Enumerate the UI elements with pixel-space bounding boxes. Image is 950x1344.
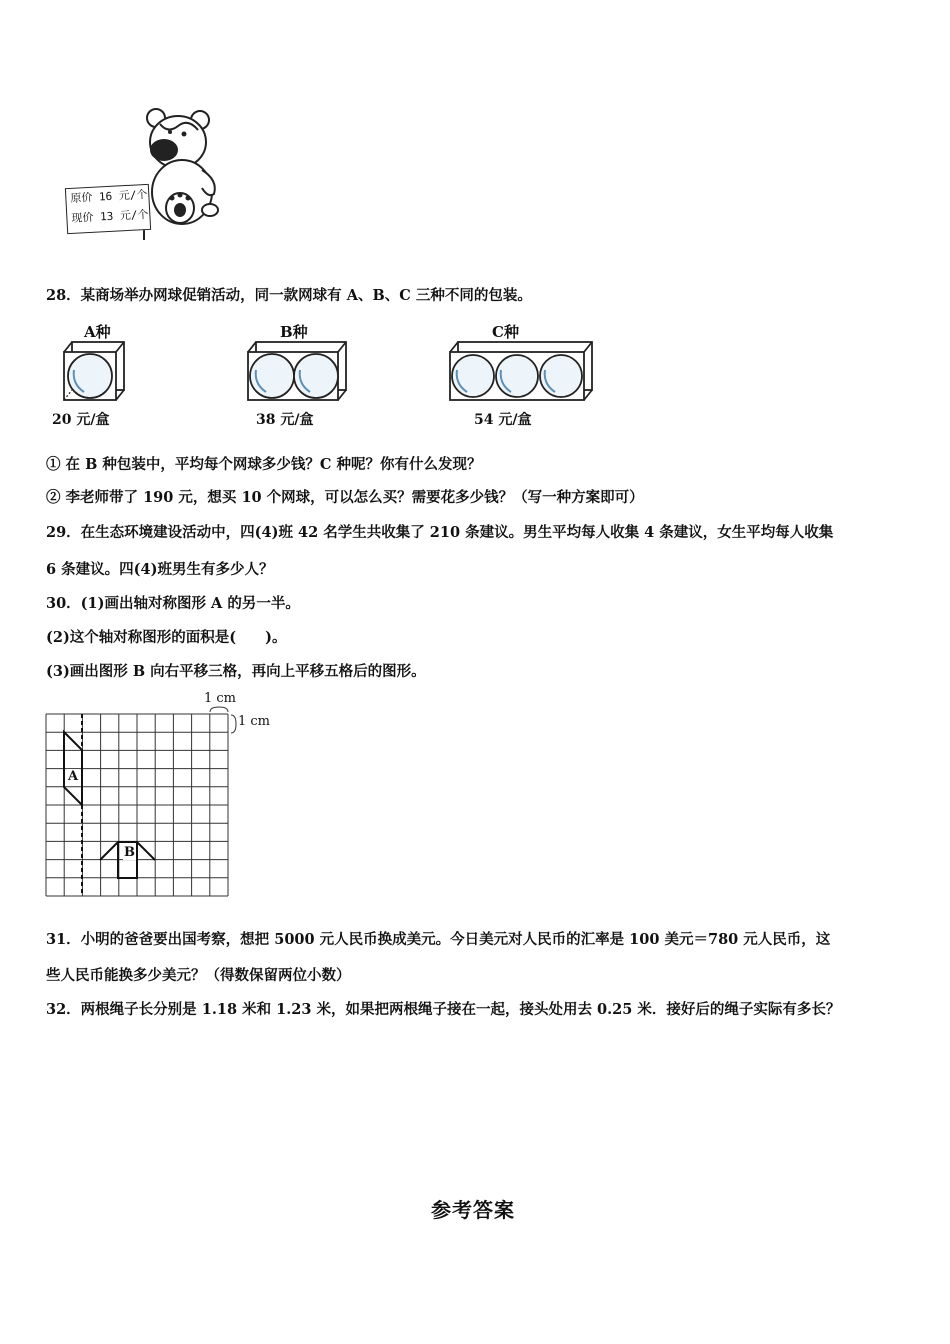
square-grid bbox=[40, 700, 240, 900]
package-b-label: B种 bbox=[280, 323, 308, 341]
original-price-text: 原价 16 元/个 bbox=[70, 187, 148, 205]
tennis-box-icon bbox=[446, 340, 598, 406]
question-32: 32．两根绳子长分别是 1.18 米和 1.23 米，如果把两根绳子接在一起，接头处用去 0.25 米．接好后的绳子实际有多长？ bbox=[46, 1001, 841, 1018]
grid-figure bbox=[40, 700, 240, 904]
package-b-price: 38 元/盒 bbox=[256, 412, 314, 428]
figure-a-label: A bbox=[68, 769, 79, 784]
question-29-line-2: 6 条建议。四(4)班男生有多少人？ bbox=[46, 561, 274, 578]
question-31-line-1: 31．小明的爸爸要出国考察，想把 5000 元人民币换成美元。今日美元对人民币的汇率是 100 美元＝780 元人民币，这 bbox=[46, 931, 831, 948]
package-c-box bbox=[446, 340, 598, 410]
package-b-box bbox=[244, 340, 352, 410]
question-28-part-2: ② 李老师带了 190 元，想买 10 个网球，可以怎么买？需要花多少钱？（写一种方案即可） bbox=[46, 489, 644, 506]
package-c-label: C种 bbox=[492, 323, 519, 341]
package-a-box bbox=[60, 340, 130, 410]
package-a-label: A种 bbox=[84, 323, 111, 341]
package-c-price: 54 元/盒 bbox=[474, 412, 532, 428]
figure-b-label: B bbox=[124, 845, 135, 860]
question-29-line-1: 29．在生态环境建设活动中，四(4)班 42 名学生共收集了 210 条建议。男生平均每人收集 4 条建议，女生平均每人收集 bbox=[46, 524, 834, 541]
grid-unit-top-label: 1 cm bbox=[204, 691, 237, 706]
question-30-part-3: (3)画出图形 B 向右平移三格，再向上平移五格后的图形。 bbox=[46, 663, 426, 680]
tennis-box-icon bbox=[60, 340, 130, 406]
price-sign bbox=[65, 184, 151, 234]
question-28: 28．某商场举办网球促销活动，同一款网球有 A、B、C 三种不同的包装。 bbox=[46, 287, 532, 304]
question-31-line-2: 些人民币能换多少美元？（得数保留两位小数） bbox=[46, 967, 351, 984]
answers-heading: 参考答案 bbox=[431, 1198, 515, 1222]
grid-unit-side-label: 1 cm bbox=[238, 714, 271, 729]
question-28-part-1: ① 在 B 种包装中，平均每个网球多少钱？C 种呢？你有什么发现？ bbox=[46, 456, 482, 473]
current-price-text: 现价 13 元/个 bbox=[71, 207, 149, 225]
question-30-part-1: 30．(1)画出轴对称图形 A 的另一半。 bbox=[46, 595, 300, 612]
package-a-price: 20 元/盒 bbox=[52, 412, 110, 428]
tennis-box-icon bbox=[244, 340, 352, 406]
question-30-part-2: (2)这个轴对称图形的面积是( )。 bbox=[46, 629, 287, 646]
